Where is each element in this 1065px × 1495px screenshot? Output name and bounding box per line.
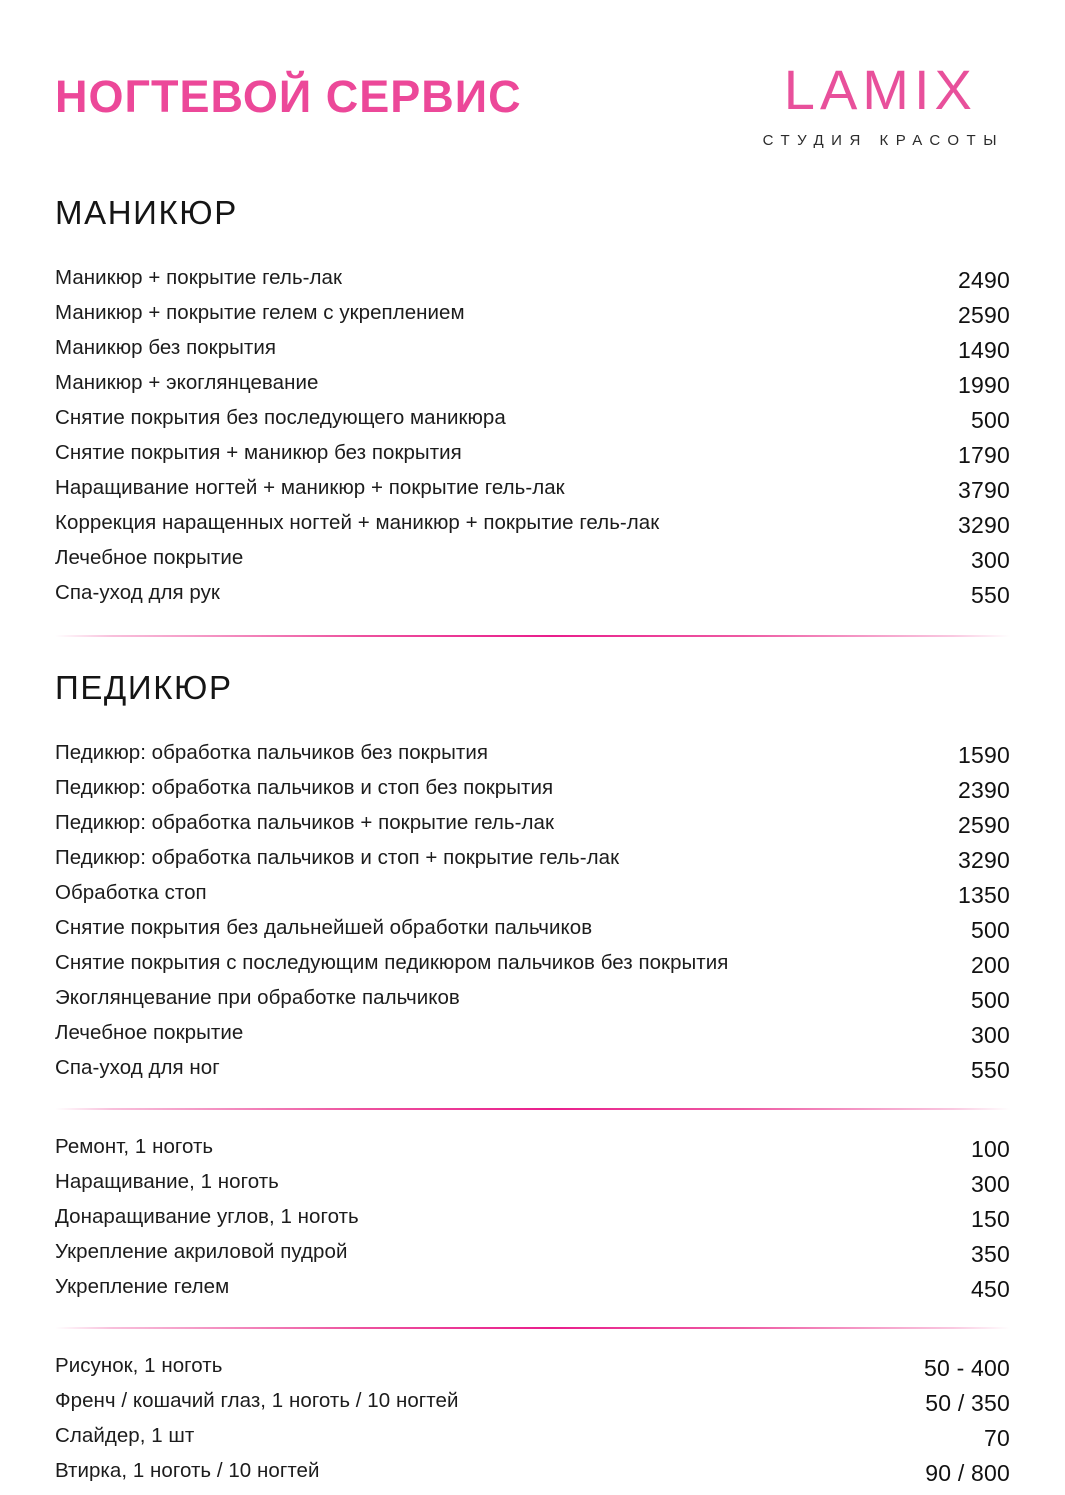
service-price: 2590 [958, 812, 1010, 838]
service-label: Педикюр: обработка пальчиков и стоп + покрытие гель-лак [55, 846, 620, 869]
service-price: 200 [971, 952, 1010, 978]
service-price: 150 [971, 1206, 1010, 1232]
service-label: Донаращивание углов, 1 ноготь [55, 1205, 359, 1228]
service-label: Снятие покрытия без дальнейшей обработки пальчиков [55, 916, 593, 939]
service-price: 550 [971, 582, 1010, 608]
price-row [55, 473, 1010, 508]
service-label: Педикюр: обработка пальчиков + покрытие гель-лак [55, 811, 555, 834]
price-row [55, 333, 1010, 368]
price-row [55, 1421, 1010, 1456]
price-row [55, 773, 1010, 808]
service-price: 500 [971, 407, 1010, 433]
price-row [55, 1272, 1010, 1307]
price-row [55, 1132, 1010, 1167]
section-nail-design [55, 1351, 1010, 1491]
service-price: 300 [971, 1171, 1010, 1197]
section-title-pedicure: ПЕДИКЮР [55, 669, 233, 706]
page-title: НОГТЕВОЙ СЕРВИС [55, 71, 522, 122]
price-row [55, 1351, 1010, 1386]
service-label: Лечебное покрытие [55, 546, 244, 569]
service-label: Маникюр + экоглянцевание [55, 371, 319, 394]
price-row [55, 1053, 1010, 1088]
service-price: 450 [971, 1276, 1010, 1302]
price-row [55, 508, 1010, 543]
service-price: 50 / 350 [925, 1390, 1010, 1416]
service-label: Снятие покрытия без последующего маникюра [55, 406, 506, 429]
service-label: Коррекция наращенных ногтей + маникюр + покрытие гель-лак [55, 511, 660, 534]
price-row [55, 913, 1010, 948]
brand-logo [757, 58, 1010, 149]
service-label: Наращивание, 1 ноготь [55, 1170, 279, 1193]
service-label: Спа-уход для рук [55, 581, 220, 604]
service-label: Снятие покрытия + маникюр без покрытия [55, 441, 462, 464]
service-price: 2390 [958, 777, 1010, 803]
service-price: 100 [971, 1136, 1010, 1162]
service-label: Слайдер, 1 шт [55, 1424, 195, 1447]
price-row [55, 878, 1010, 913]
service-label: Маникюр без покрытия [55, 336, 277, 359]
service-label: Укрепление гелем [55, 1275, 230, 1298]
section-nail-extras [55, 1132, 1010, 1307]
price-row [55, 298, 1010, 333]
price-row [55, 368, 1010, 403]
price-row [55, 948, 1010, 983]
service-label: Обработка стоп [55, 881, 207, 904]
price-row [55, 1456, 1010, 1491]
service-label: Ремонт, 1 ноготь [55, 1135, 214, 1158]
price-row [55, 738, 1010, 773]
price-row [55, 808, 1010, 843]
price-row [55, 1167, 1010, 1202]
service-label: Френч / кошачий глаз, 1 ноготь / 10 ногтей [55, 1389, 459, 1412]
price-row [55, 1237, 1010, 1272]
page-header [55, 0, 1010, 149]
service-price: 300 [971, 1022, 1010, 1048]
section-manicure [55, 196, 1010, 613]
service-price: 500 [971, 987, 1010, 1013]
service-label: Втирка, 1 ноготь / 10 ногтей [55, 1459, 320, 1482]
service-label: Укрепление акриловой пудрой [55, 1240, 348, 1263]
service-price: 2590 [958, 302, 1010, 328]
price-row [55, 263, 1010, 298]
service-price: 1350 [958, 882, 1010, 908]
service-label: Педикюр: обработка пальчиков и стоп без покрытия [55, 776, 554, 799]
service-price: 1990 [958, 372, 1010, 398]
service-price: 90 / 800 [925, 1460, 1010, 1486]
service-price: 500 [971, 917, 1010, 943]
service-price: 1490 [958, 337, 1010, 363]
pedicure-rows [55, 738, 1010, 1088]
brand-name: LAMIX [783, 58, 977, 121]
price-row [55, 1386, 1010, 1421]
service-label: Педикюр: обработка пальчиков без покрытия [55, 741, 489, 764]
section-divider [55, 635, 1010, 637]
section-divider [55, 1108, 1010, 1110]
price-row [55, 578, 1010, 613]
section-divider [55, 1327, 1010, 1329]
price-row [55, 1018, 1010, 1053]
service-price: 3290 [958, 512, 1010, 538]
price-row [55, 983, 1010, 1018]
service-label: Маникюр + покрытие гель-лак [55, 266, 343, 289]
service-price: 350 [971, 1241, 1010, 1267]
service-price: 300 [971, 547, 1010, 573]
service-price: 3290 [958, 847, 1010, 873]
price-row [55, 438, 1010, 473]
price-row [55, 403, 1010, 438]
service-label: Рисунок, 1 ноготь [55, 1354, 223, 1377]
service-price: 1590 [958, 742, 1010, 768]
service-price: 1790 [958, 442, 1010, 468]
section-title-manicure: МАНИКЮР [55, 194, 238, 231]
service-label: Снятие покрытия с последующим педикюром пальчиков без покрытия [55, 951, 729, 974]
service-price: 550 [971, 1057, 1010, 1083]
brand-subtitle: СТУДИЯ КРАСОТЫ [762, 132, 1004, 149]
section-pedicure [55, 671, 1010, 1088]
service-label: Лечебное покрытие [55, 1021, 244, 1044]
manicure-rows [55, 263, 1010, 613]
service-label: Экоглянцевание при обработке пальчиков [55, 986, 460, 1009]
service-price: 50 - 400 [924, 1355, 1010, 1381]
service-label: Спа-уход для ног [55, 1056, 220, 1079]
service-price: 70 [984, 1425, 1010, 1451]
service-label: Наращивание ногтей + маникюр + покрытие гель-лак [55, 476, 565, 499]
price-row [55, 1202, 1010, 1237]
price-row [55, 843, 1010, 878]
service-label: Маникюр + покрытие гелем с укреплением [55, 301, 465, 324]
service-price: 3790 [958, 477, 1010, 503]
price-row [55, 543, 1010, 578]
service-price: 2490 [958, 267, 1010, 293]
